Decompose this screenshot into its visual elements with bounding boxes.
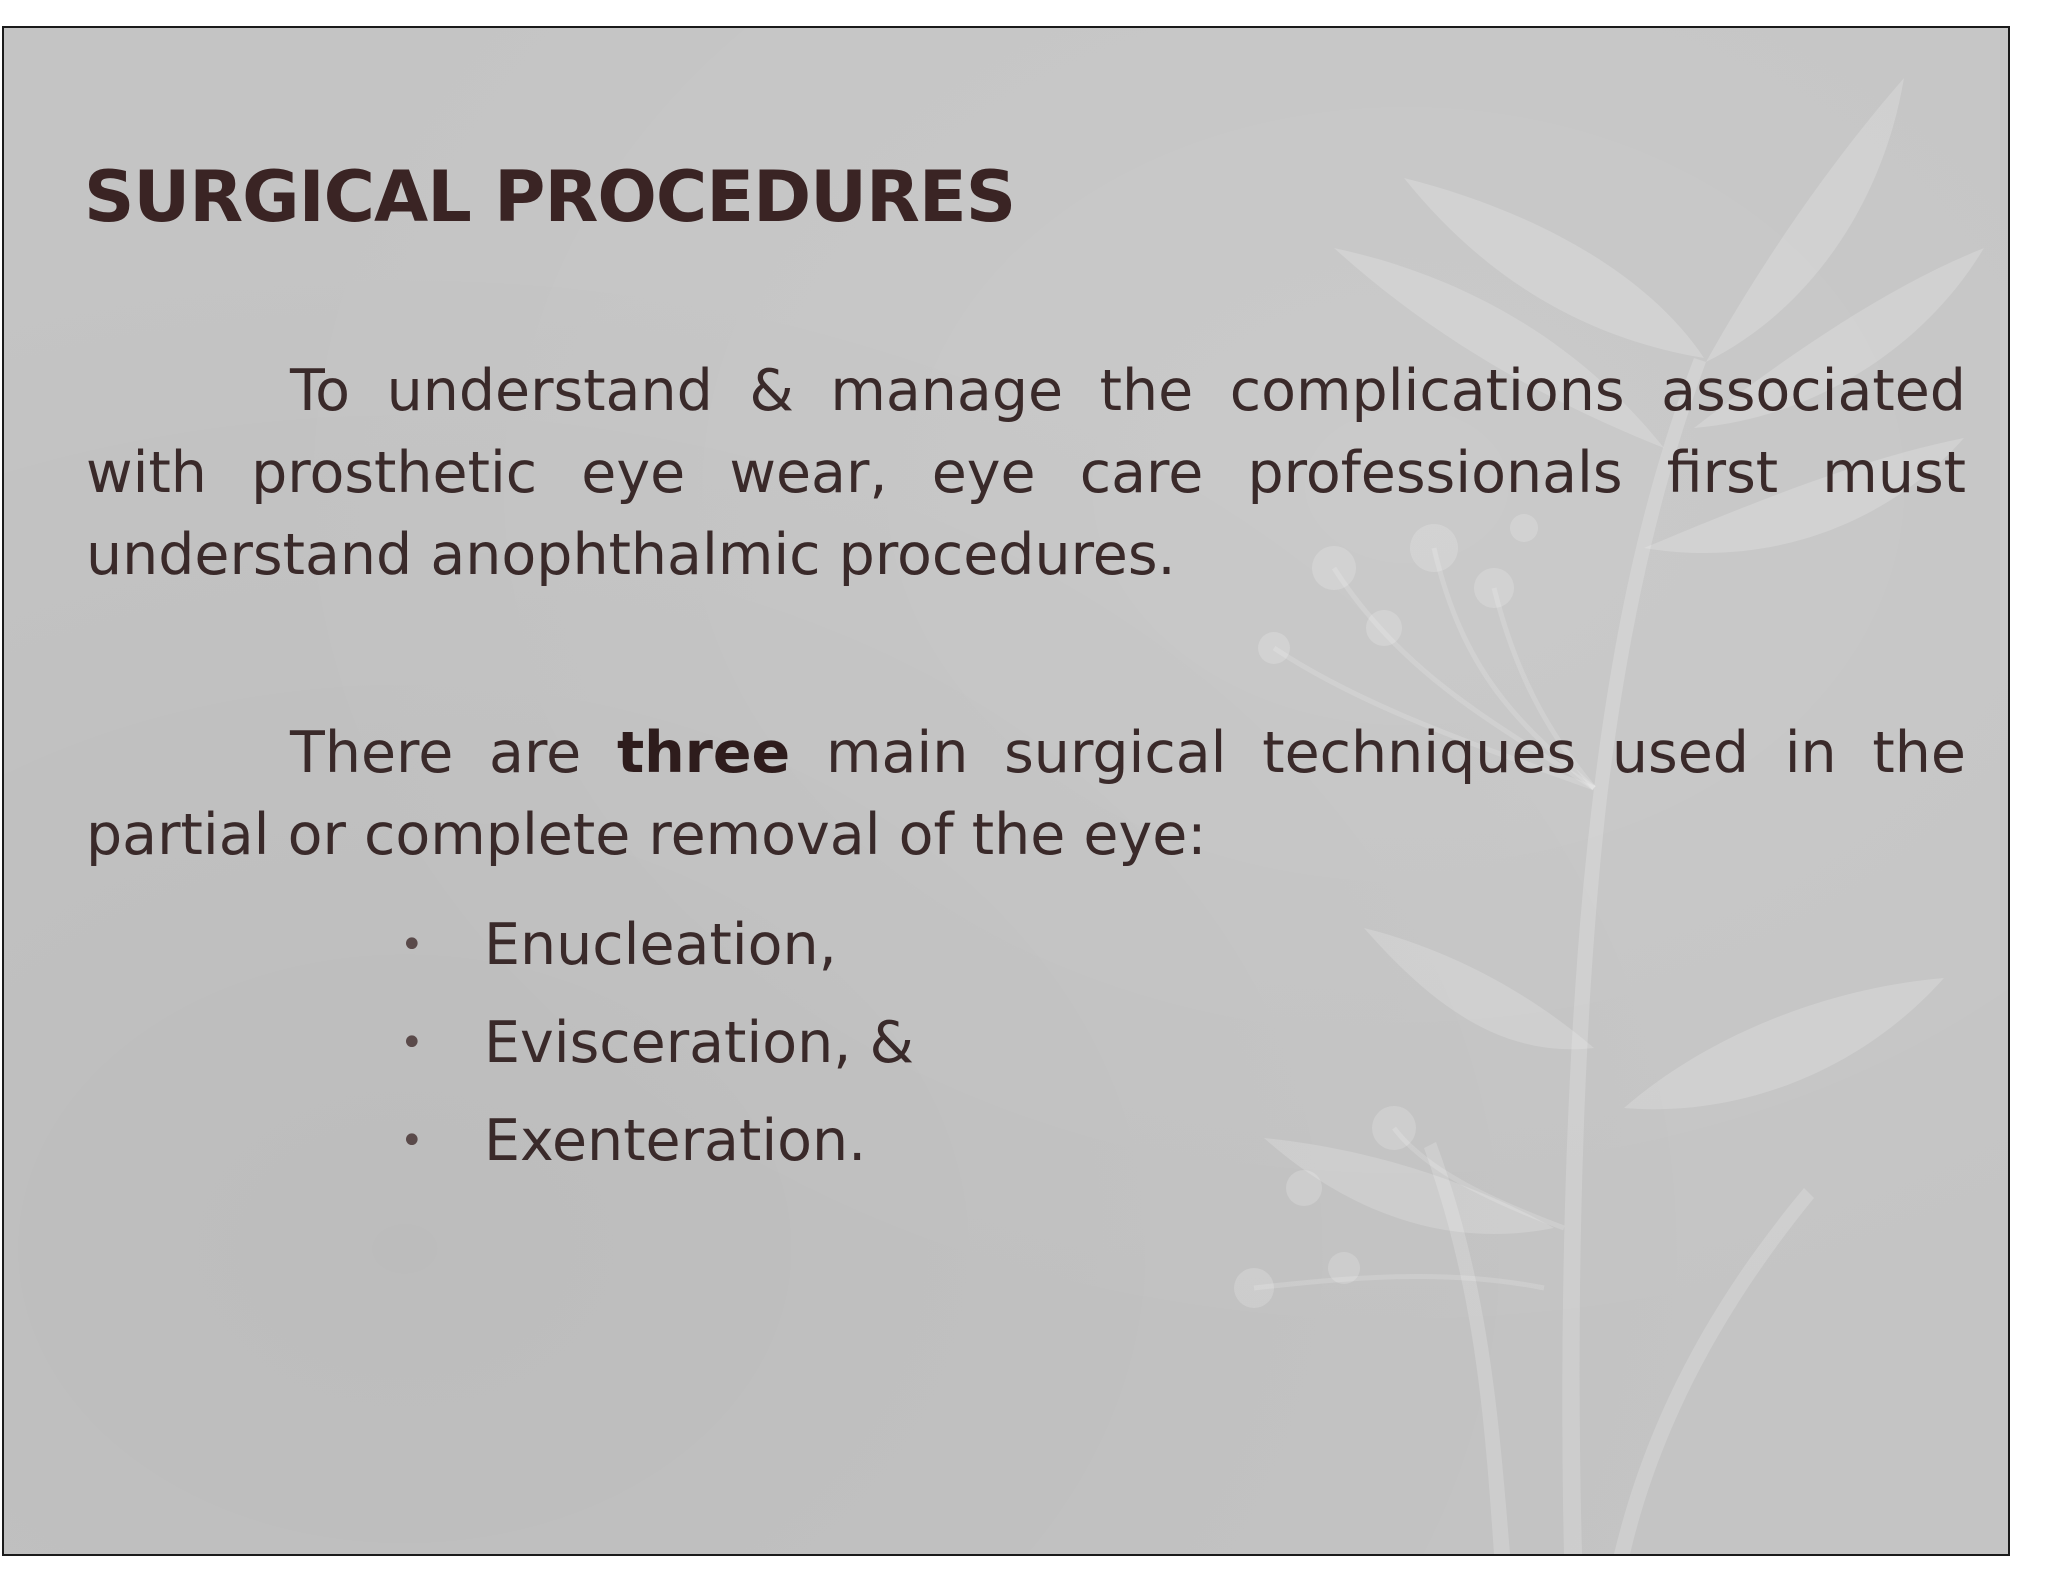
intro-paragraph: To understand & manage the complications associated with prosthetic eye wear, eye care professionals first must understand anophthalmic procedures. — [86, 358, 1966, 588]
slide — [2, 26, 2010, 1556]
techniques-count-emphasis: three — [616, 720, 791, 786]
techniques-text-after: main surgical techniques used in the partial or complete removal of the eye: — [86, 720, 1966, 868]
list-item-label: Enucleation, — [484, 912, 837, 978]
list-item-label: Evisceration, & — [484, 1010, 914, 1076]
bullet-icon: • — [400, 1118, 424, 1164]
list-item-exenteration — [400, 1092, 914, 1190]
techniques-paragraph — [86, 712, 1966, 876]
bullet-icon: • — [400, 1020, 424, 1066]
bullet-icon: • — [400, 922, 424, 968]
techniques-text-before: There are — [290, 720, 617, 786]
list-item-enucleation — [400, 896, 914, 994]
techniques-list — [400, 896, 914, 1190]
list-item-evisceration — [400, 994, 914, 1092]
list-item-label: Exenteration. — [484, 1108, 867, 1174]
slide-title: SURGICAL PROCEDURES — [84, 156, 1016, 238]
